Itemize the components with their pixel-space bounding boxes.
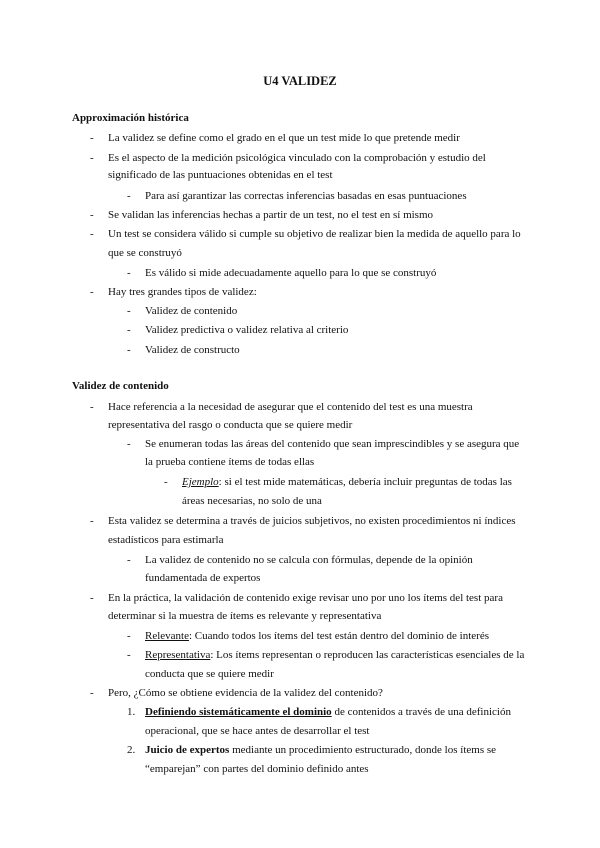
numbered-item-text: de contenidos a través de una definición <box>331 706 511 718</box>
bullet-dash: - <box>90 687 94 699</box>
bullet-dash: - <box>127 344 131 356</box>
list-subitem: Validez de constructo <box>145 344 240 356</box>
bullet-dash: - <box>90 209 94 221</box>
numbered-item-continuation: “emparejan” con partes del dominio definido antes <box>145 763 369 775</box>
list-item-continuation: que se construyó <box>108 247 182 259</box>
list-item-continuation: estadísticos para estimarla <box>108 534 224 546</box>
bullet-dash: - <box>127 305 131 317</box>
list-item: Hace referencia a la necesidad de asegurar que el contenido del test es una muestra <box>108 401 473 413</box>
representativa-text: : Los ítems representan o reproducen las características esenciales de la <box>210 649 525 661</box>
list-item: La validez se define como el grado en el que un test mide lo que pretende medir <box>108 132 460 144</box>
list-item: En la práctica, la validación de contenido exige revisar uno por uno los ítems del test para <box>108 592 503 604</box>
list-subitem: La validez de contenido no se calcula con fórmulas, depende de la opinión <box>145 554 473 566</box>
list-item-continuation: determinar si la muestra de ítems es relevante y representativa <box>108 610 382 622</box>
list-item: Pero, ¿Cómo se obtiene evidencia de la validez del contenido? <box>108 687 383 699</box>
list-number: 1. <box>127 706 136 718</box>
list-subitem-continuation: fundamentada de expertos <box>145 572 261 584</box>
list-subitem: Se enumeran todas las áreas del contenido que sean imprescindibles y se asegura que <box>145 438 520 450</box>
bullet-dash: - <box>90 228 94 240</box>
list-item-continuation: significado de las puntuaciones obtenidas en el test <box>108 169 333 181</box>
bullet-dash: - <box>127 324 131 336</box>
bullet-dash: - <box>164 476 168 488</box>
relevante-label: Relevante <box>145 630 189 642</box>
relevante-text: : Cuando todos los ítems del test están dentro del dominio de interés <box>188 630 489 642</box>
list-item: Un test se considera válido si cumple su objetivo de realizar bien la medida de aquello para lo <box>108 228 521 240</box>
list-item: Hay tres grandes tipos de validez: <box>108 286 257 298</box>
list-item: Se validan las inferencias hechas a partir de un test, no el test en sí mismo <box>108 209 434 221</box>
bullet-dash: - <box>127 190 131 202</box>
list-subitem: Validez de contenido <box>145 305 238 317</box>
bullet-dash: - <box>127 267 131 279</box>
list-subitem-continuation: conducta que se quiere medir <box>145 668 274 680</box>
section-heading-historica: Approximación histórica <box>72 112 189 124</box>
bullet-dash: - <box>90 286 94 298</box>
numbered-item-text: mediante un procedimiento estructurado, donde los ítems se <box>229 744 497 756</box>
bullet-dash: - <box>127 554 131 566</box>
list-item-continuation: representativa del rasgo o conducta que se quiere medir <box>108 419 353 431</box>
bullet-dash: - <box>90 592 94 604</box>
list-subsubitem-continuation: áreas necesarias, no solo de una <box>182 495 322 507</box>
bullet-dash: - <box>127 649 131 661</box>
numbered-item-label: Definiendo sistemáticamente el dominio <box>145 706 332 718</box>
representativa-label: Representativa <box>145 649 211 661</box>
list-subitem: Es válido si mide adecuadamente aquello para lo que se construyó <box>145 267 437 279</box>
numbered-item <box>145 743 496 757</box>
bullet-dash: - <box>127 630 131 642</box>
list-subitem: Para así garantizar las correctas inferencias basadas en esas puntuaciones <box>145 190 467 202</box>
bullet-dash: - <box>90 401 94 413</box>
list-item: Esta validez se determina a través de juicios subjetivos, no existen procedimientos ni índices <box>108 515 516 527</box>
bullet-dash: - <box>90 132 94 144</box>
bullet-dash: - <box>90 515 94 527</box>
section-heading-contenido: Validez de contenido <box>72 380 169 392</box>
list-subsubitem <box>182 475 512 489</box>
numbered-item-continuation: operacional, que se hace antes de desarrollar el test <box>145 725 370 737</box>
list-item: Es el aspecto de la medición psicológica vinculado con la comprobación y estudio del <box>108 152 486 164</box>
bullet-dash: - <box>90 152 94 164</box>
bullet-dash: - <box>127 438 131 450</box>
list-subitem: Validez predictiva o validez relativa al criterio <box>145 324 349 336</box>
list-subitem-continuation: la prueba contiene ítems de todas ellas <box>145 456 315 468</box>
numbered-item <box>145 705 511 719</box>
list-number: 2. <box>127 744 136 756</box>
list-subitem <box>145 648 524 662</box>
example-label: Ejemplo <box>182 476 219 488</box>
list-subitem <box>145 629 489 643</box>
document-title: U4 VALIDEZ <box>263 74 337 88</box>
numbered-item-label: Juicio de expertos <box>145 744 230 756</box>
example-text: : si el test mide matemáticas, debería incluir preguntas de todas las <box>218 476 512 488</box>
